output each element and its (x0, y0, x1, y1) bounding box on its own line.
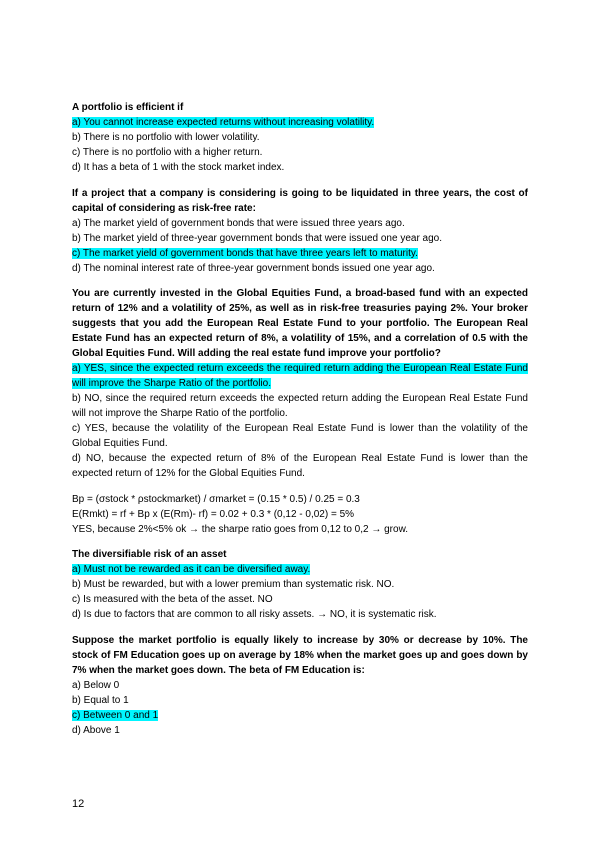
answer-option (72, 562, 528, 577)
question-block (72, 100, 528, 175)
answer-option (72, 246, 528, 261)
answer-option (72, 361, 528, 391)
answer-option: b) The market yield of three-year government bonds that were issued one year ago. (72, 232, 443, 244)
answer-option (72, 115, 528, 130)
answer-option (72, 708, 528, 723)
highlighted-answer: a) Must not be rewarded as it can be diversified away. (72, 564, 311, 575)
question-stem: The diversifiable risk of an asset (72, 549, 227, 560)
question-block (72, 286, 528, 481)
answer-option: b) Equal to 1 (72, 694, 129, 706)
document-page (72, 100, 528, 748)
highlighted-answer: a) You cannot increase expected returns without increasing volatility. (72, 117, 375, 128)
answer-option: b) Must be rewarded, but with a lower premium than systematic risk. NO. (72, 579, 395, 590)
question-block (72, 633, 528, 738)
answer-option: d) Is due to factors that are common to all risky assets. → NO, it is systematic risk. (72, 609, 437, 620)
calculation-notes (72, 492, 528, 537)
answer-option: d) NO, because the expected return of 8% of the European Real Estate Fund is lower than the expected return of 12% for the Global Equities Fund. (72, 453, 528, 479)
question-stem: You are currently invested in the Global Equities Fund, a broad-based fund with an expected return of 12% and a volatility of 25%, as well as in risk-free treasuries paying 2%. Your broker suggests that you add the European Real Estate Fund to your portfolio. The European Real Estate Fund has an expected return of 8%, a volatility of 15%, and a correlation of 0.5 with the Global Equities Fund. Will adding the real estate fund improve your portfolio? (72, 288, 528, 359)
calc-line: Bp = (σstock * ρstockmarket) / σmarket = (0.15 * 0.5) / 0.25 = 0.3 (72, 493, 360, 505)
question-stem: A portfolio is efficient if (72, 102, 184, 113)
question-stem: Suppose the market portfolio is equally likely to increase by 30% or decrease by 10%. The stock of FM Education goes up on average by 18% when the market goes up and goes down by 7% when the market goes down. The beta of FM Education is: (72, 634, 528, 676)
question-stem: If a project that a company is considering is going to be liquidated in three years, the cost of capital of considering as risk-free rate: (72, 187, 528, 214)
answer-option: d) Above 1 (72, 724, 120, 736)
answer-option: d) It has a beta of 1 with the stock market index. (72, 162, 285, 173)
question-block (72, 547, 528, 622)
calc-line: E(Rmkt) = rf + Bp x (E(Rm)- rf) = 0.02 + 0.3 * (0,12 - 0,02) = 5% (72, 508, 355, 520)
answer-option: b) There is no portfolio with lower volatility. (72, 132, 260, 143)
calc-line: YES, because 2%<5% ok → the sharpe ratio goes from 0,12 to 0,2 → grow. (72, 523, 409, 535)
answer-option: b) NO, since the required return exceeds the expected return adding the European Real Estate Fund will not improve the Sharpe Ratio of the portfolio. (72, 393, 528, 419)
answer-option: c) Is measured with the beta of the asset. NO (72, 594, 273, 605)
question-block (72, 186, 528, 276)
highlighted-answer: c) The market yield of government bonds that have three years left to maturity. (72, 247, 418, 259)
answer-option: a) The market yield of government bonds that were issued three years ago. (72, 217, 405, 229)
highlighted-answer: a) YES, since the expected return exceeds the required return adding the European Real Estate Fund will improve the Sharpe Ratio of the portfolio. (72, 363, 528, 389)
highlighted-answer: c) Between 0 and 1 (72, 709, 159, 721)
answer-option: a) Below 0 (72, 679, 120, 691)
page-number: 12 (72, 798, 85, 810)
answer-option: d) The nominal interest rate of three-year government bonds issued one year ago. (72, 262, 435, 274)
answer-option: c) There is no portfolio with a higher return. (72, 147, 263, 158)
answer-option: c) YES, because the volatility of the European Real Estate Fund is lower than the volatility of the Global Equities Fund. (72, 423, 528, 449)
